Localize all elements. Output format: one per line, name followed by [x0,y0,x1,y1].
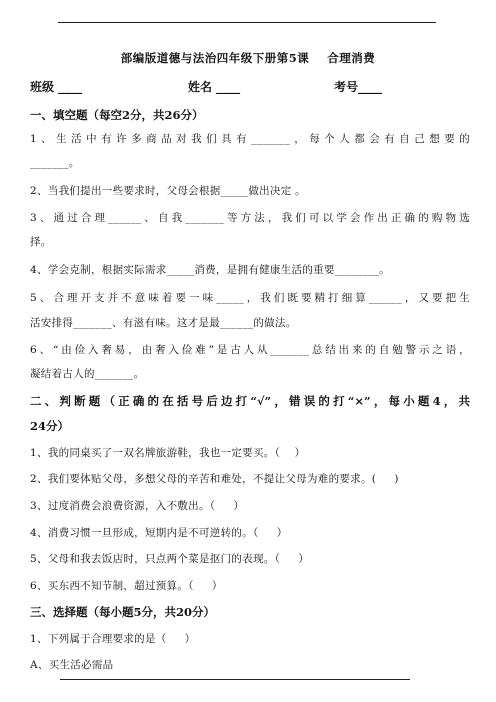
section-heading-true-false-cont: 24分） [30,419,70,433]
question-line: 1、下列属于合理要求的是（ ） [30,633,196,645]
question-line: 6、买东西不知节制，超过预算。（ ） [30,580,223,592]
question-line: 活安排得_______、有滋有味。这才是最______的做法。 [30,317,297,329]
section-heading-fill-blank: 一、填空题（每空2分，共26分） [30,108,204,122]
question-line: 5、父母和我去饭店时，只点两个菜是抠门的表现。（ ） [30,553,310,565]
question-line: 3、通过合理______、自我_______等方法，我们可以学会作出正确的购物选 [30,212,470,224]
section-heading-true-false: 二、判断题（正确的在括号后边打“√”，错误的打“×”，每小题4，共 [30,394,470,408]
question-line: 4、学会克制，根据实际需求_____消费，是拥有健康生活的重要________。 [30,264,390,276]
top-rule [58,22,436,23]
question-line: 4、消费习惯一旦形成，短期内是不可逆转的。（ ） [30,527,288,539]
question-line: 3、过度消费会浪费资源，入不敷出。（ ） [30,500,245,512]
choice-option: A、买生活必需品 [30,659,114,671]
class-label: 班级 ____ [30,80,83,94]
name-label: 姓名 ____ [188,80,241,94]
question-line: 凝结着古人的_______。 [30,368,145,380]
question-line: _______。 [30,157,80,169]
exam-number-label: 考号____ [334,80,383,94]
question-line: 5、合理开支并不意味着要一味_____，我们既要精打细算______，又要把生 [30,292,470,304]
question-line: 1、生活中有许多商品对我们具有_______，每个人都会有自己想要的 [30,133,470,145]
bottom-rule [60,679,410,680]
section-heading-choice: 三、选择题（每小题5分，共20分） [30,605,216,619]
page-title: 部编版道德与法治四年级下册第5课 合理消费 [120,51,376,65]
student-info-row [30,78,470,94]
question-line: 6、“由俭入奢易，由奢入俭难”是古人从_______总结出来的自勉警示之语， [30,344,470,356]
question-line: 2、当我们提出一些要求时，父母会根据_____做出决定 。 [30,185,306,197]
question-line: 择。 [30,236,52,248]
question-line: 2、我们要体贴父母，多想父母的辛苦和难处，不提让父母为难的要求。( ) [30,473,399,485]
question-line: 1、我的同桌买了一双名牌旅游鞋，我也一定要买。（ ） [30,447,306,459]
